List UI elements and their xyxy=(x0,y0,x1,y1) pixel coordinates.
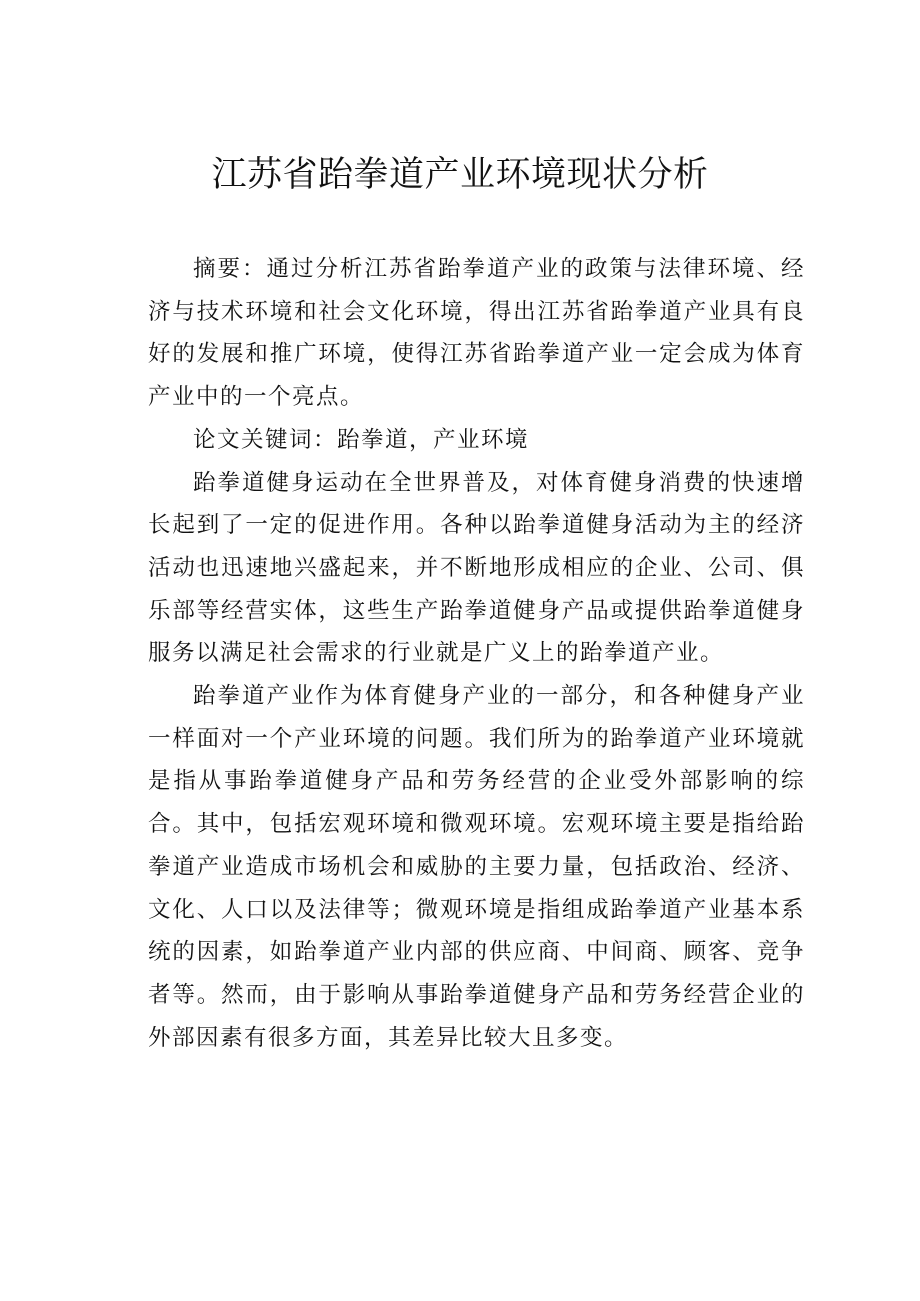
body-paragraph: 跆拳道健身运动在全世界普及，对体育健身消费的快速增长起到了一定的促进作用。各种以跆拳道健身活动为主的经济活动也迅速地兴盛起来，并不断地形成相应的企业、公司、俱乐部等经营实体，这些生产跆拳道健身产品或提供跆拳道健身服务以满足社会需求的行业就是广义上的跆拳道产业。 xyxy=(148,469,805,667)
body-paragraph: 跆拳道产业作为体育健身产业的一部分，和各种健身产业一样面对一个产业环境的问题。我们所为的跆拳道产业环境就是指从事跆拳道健身产品和劳务经营的企业受外部影响的综合。其中，包括宏观环境和微观环境。宏观环境主要是指给跆拳道产业造成市场机会和威胁的主要力量，包括政治、经济、文化、人口以及法律等；微观环境是指组成跆拳道产业基本系统的因素，如跆拳道产业内部的供应商、中间商、顾客、竞争者等。然而，由于影响从事跆拳道健身产品和劳务经营企业的外部因素有很多方面，其差异比较大且多变。 xyxy=(148,683,805,1051)
document-title: 江苏省跆拳道产业环境现状分析 xyxy=(211,155,709,195)
keywords-paragraph: 论文关键词：跆拳道，产业环境 xyxy=(193,426,530,453)
document-body xyxy=(148,248,805,1059)
abstract-paragraph: 摘要：通过分析江苏省跆拳道产业的政策与法律环境、经济与技术环境和社会文化环境，得出江苏省跆拳道产业具有良好的发展和推广环境，使得江苏省跆拳道产业一定会成为体育产业中的一个亮点。 xyxy=(148,256,805,411)
